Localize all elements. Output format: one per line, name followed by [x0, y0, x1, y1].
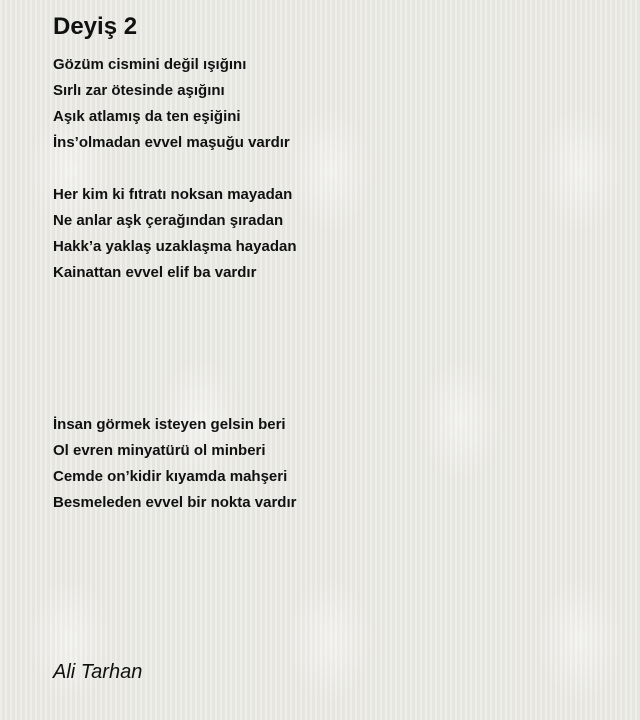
poem-line: Aşık atlamış da ten eşiğini — [53, 108, 241, 125]
stanza-3 — [53, 412, 296, 516]
poem-author: Ali Tarhan — [53, 661, 143, 683]
poem-line: Gözüm cismini değil ışığını — [53, 56, 247, 73]
stanza-2 — [53, 182, 297, 286]
poem-line: Kainattan evvel elif ba vardır — [53, 264, 257, 281]
poem-line: Besmeleden evvel bir nokta vardır — [53, 494, 297, 511]
poem-line: Hakk’a yaklaş uzaklaşma hayadan — [53, 238, 297, 255]
poem-title: Deyiş 2 — [53, 13, 138, 40]
poem-line: Her kim ki fıtratı noksan mayadan — [53, 186, 293, 203]
poem-line: Ol evren minyatürü ol minberi — [53, 442, 266, 459]
poem-line: İns’olmadan evvel maşuğu vardır — [53, 134, 290, 151]
poem-line: Sırlı zar ötesinde aşığını — [53, 82, 225, 99]
poem-line: İnsan görmek isteyen gelsin beri — [53, 416, 286, 433]
stanza-1 — [53, 52, 290, 156]
poem-line: Ne anlar aşk çerağından şıradan — [53, 212, 284, 229]
poem-line: Cemde on’kidir kıyamda mahşeri — [53, 468, 288, 485]
